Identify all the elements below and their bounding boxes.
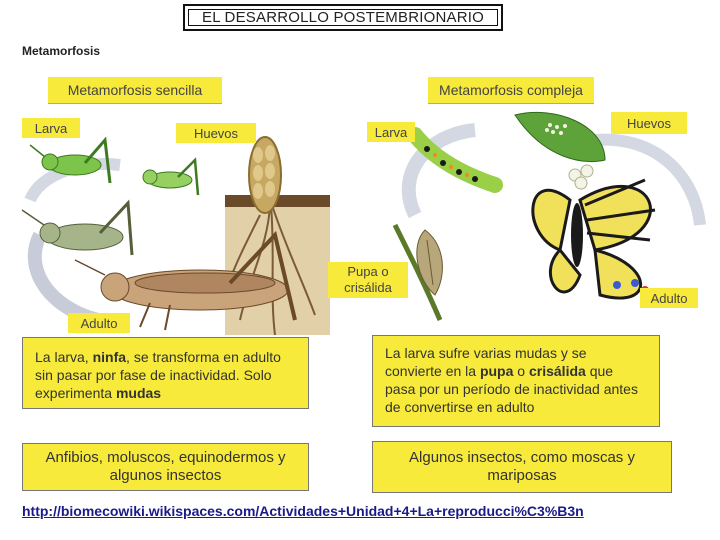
page-title — [183, 4, 503, 31]
simple-desc-term-ninfa: ninfa — [92, 349, 127, 365]
simple-adult-label: Adulto — [68, 313, 130, 333]
simple-heading: Metamorfosis sencilla — [48, 77, 222, 104]
complex-desc-term-crisalida: crisálida — [528, 363, 586, 379]
title-text: EL DESARROLLO POSTEMBRIONARIO — [202, 9, 484, 26]
complex-desc-text-1: La larva sufre varias mudas y se convierte en la — [385, 345, 587, 379]
complex-larva-label: Larva — [367, 122, 415, 142]
grasshopper-cycle-illustration — [0, 105, 330, 335]
simple-description — [22, 337, 309, 409]
complex-desc-text-2: o — [513, 363, 529, 379]
subtitle: Metamorfosis — [22, 44, 101, 58]
swallowtail-butterfly — [533, 180, 655, 298]
simple-examples: Anfibios, moluscos, equinodermos y algunos insectos — [22, 443, 309, 491]
flowers — [569, 165, 593, 189]
complex-adult-label: Adulto — [640, 288, 698, 308]
complex-desc-term-pupa: pupa — [479, 363, 514, 379]
complex-eggs-label: Huevos — [611, 112, 687, 134]
leaf — [515, 112, 605, 161]
simple-desc-text-2: , se transforma en adulto sin pasar por fase de inactividad. Solo experimenta — [35, 349, 281, 401]
complex-desc-text-3: que pasa por un período de inactividad antes de convertirse en adulto — [385, 363, 638, 415]
simple-desc-term-mudas: mudas — [115, 385, 162, 401]
simple-eggs-label: Huevos — [176, 123, 256, 143]
simple-larva-label: Larva — [22, 118, 80, 138]
complex-examples: Algunos insectos, como moscas y mariposas — [372, 441, 672, 493]
complex-description — [372, 335, 660, 427]
simple-desc-text-1: La larva, — [35, 349, 93, 365]
chrysalis — [417, 230, 443, 295]
source-link[interactable]: http://biomecowiki.wikispaces.com/Actividades+Unidad+4+La+reproducci%C3%B3n — [22, 503, 584, 519]
nymph-small-2 — [143, 160, 198, 195]
complex-heading: Metamorfosis compleja — [428, 77, 594, 104]
title-inner-border — [188, 9, 498, 26]
complex-pupa-label: Pupa o crisálida — [328, 262, 408, 298]
